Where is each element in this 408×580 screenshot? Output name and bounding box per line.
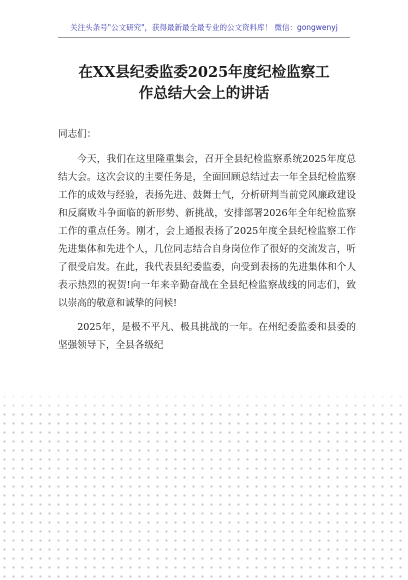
title-line-2: 作总结大会上的讲话 (138, 85, 270, 102)
header-divider (58, 37, 350, 38)
paragraph-opening: 今天，我们在这里隆重集会，召开全县纪检监察系统2025年度总结大会。这次会议的主要任务是，全面回顾总结过去一年全县纪检监察工作的成效与经验，表扬先进、鼓舞士气，分析研判当前党风廉政建设和反腐败斗争面临的新形势、新挑战，安排部署2026年全年纪检监察工作的重点任务。刚才，会上通报表扬了2025年度全县纪检监察工作先进集体和先进个人，几位同志结合自身岗位作了很好的交流发言，听了很受启发。在此，我代表县纪委监委，向受到表扬的先进集体和个人表示热烈的祝贺!向一年来辛勤奋战在全县纪检监察战线的同志们，致以崇高的敬意和诚挚的问候! (58, 154, 356, 309)
document-title (40, 62, 368, 104)
salutation: 同志们： (58, 129, 97, 140)
title-line-1: 在XX县纪委监委2025年度纪检监察工 (78, 64, 330, 81)
document-body (58, 126, 356, 355)
preview-fade-overlay (0, 392, 408, 580)
paragraph-review: 2025年，是极不平凡、极具挑战的一年。在州纪委监委和县委的坚强领导下，全县各级纪 (58, 322, 356, 351)
header-note: 关注头条号"公文研究"，获得最新最全最专业的公文资料库！ 微信：gongwenyj (70, 23, 338, 32)
